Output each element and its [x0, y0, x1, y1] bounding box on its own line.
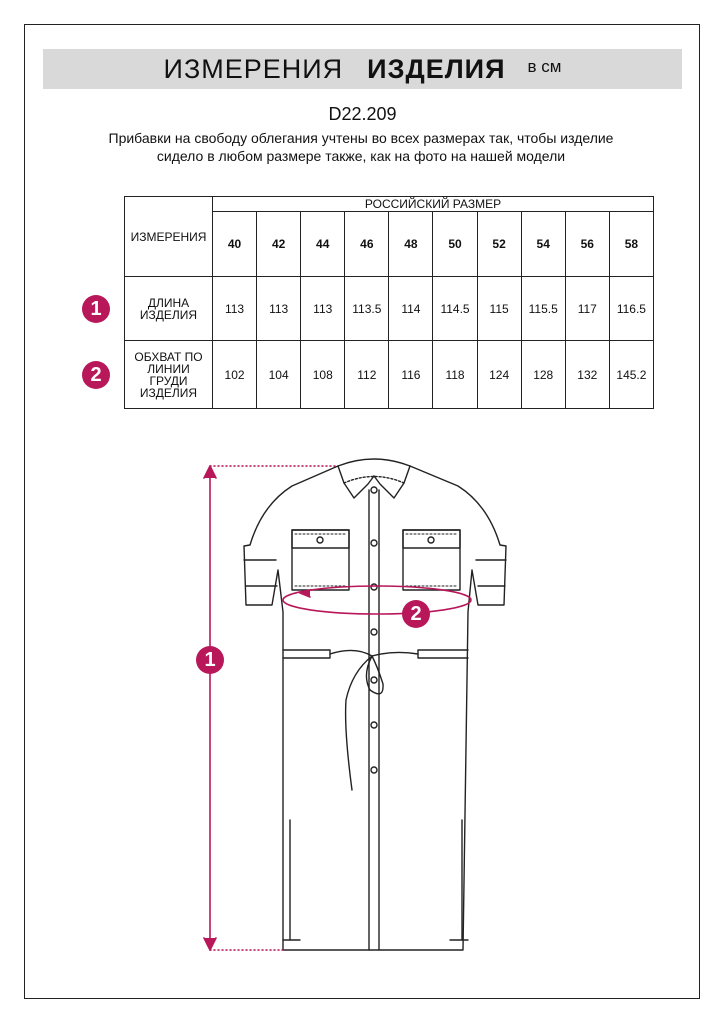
row-badge-chest: 2	[82, 361, 110, 389]
table-cell: 124	[477, 341, 521, 409]
chest-measure	[283, 586, 471, 614]
length-marker-badge: 1	[196, 646, 224, 674]
fit-note: Прибавки на свободу облегания учтены во всех размерах так, чтобы изделие сидело в любом размере также, как на фото на нашей модели	[108, 130, 614, 164]
table-cell: 116.5	[609, 277, 653, 341]
table-cell: 104	[257, 341, 301, 409]
table-cell: 115	[477, 277, 521, 341]
size-system-label: РОССИЙСКИЙ РАЗМЕР	[213, 197, 654, 212]
title-unit: в см	[527, 57, 562, 76]
size-cell: 46	[345, 212, 389, 277]
table-cell: 112	[345, 341, 389, 409]
size-cell: 42	[257, 212, 301, 277]
table-cell: 113.5	[345, 277, 389, 341]
table-cell: 108	[301, 341, 345, 409]
row-label-length: ДЛИНА ИЗДЕЛИЯ	[125, 277, 213, 341]
row-badge-length: 1	[82, 295, 110, 323]
size-cell: 50	[433, 212, 477, 277]
title-measurements: ИЗМЕРЕНИЯ	[163, 53, 344, 84]
table-cell: 113	[301, 277, 345, 341]
table-cell: 117	[565, 277, 609, 341]
size-cell: 52	[477, 212, 521, 277]
size-cell: 48	[389, 212, 433, 277]
table-cell: 116	[389, 341, 433, 409]
size-cell: 40	[213, 212, 257, 277]
size-cell: 56	[565, 212, 609, 277]
table-cell: 115.5	[521, 277, 565, 341]
table-header-label: ИЗМЕРЕНИЯ	[125, 197, 213, 277]
table-cell: 102	[213, 341, 257, 409]
product-code: D22.209	[328, 104, 397, 124]
chest-marker-badge: 2	[402, 600, 430, 628]
size-cell: 54	[521, 212, 565, 277]
table-cell: 132	[565, 341, 609, 409]
table-cell: 113	[213, 277, 257, 341]
table-cell: 114	[389, 277, 433, 341]
row-label-chest: ОБХВАТ ПО ЛИНИИ ГРУДИ ИЗДЕЛИЯ	[125, 341, 213, 409]
table-cell: 145.2	[609, 341, 653, 409]
dress-sketch	[244, 459, 506, 950]
title-product: ИЗДЕЛИЯ	[367, 53, 506, 84]
table-cell: 118	[433, 341, 477, 409]
size-cell: 58	[609, 212, 653, 277]
size-cell: 44	[301, 212, 345, 277]
table-cell: 113	[257, 277, 301, 341]
table-cell: 114.5	[433, 277, 477, 341]
table-cell: 128	[521, 341, 565, 409]
